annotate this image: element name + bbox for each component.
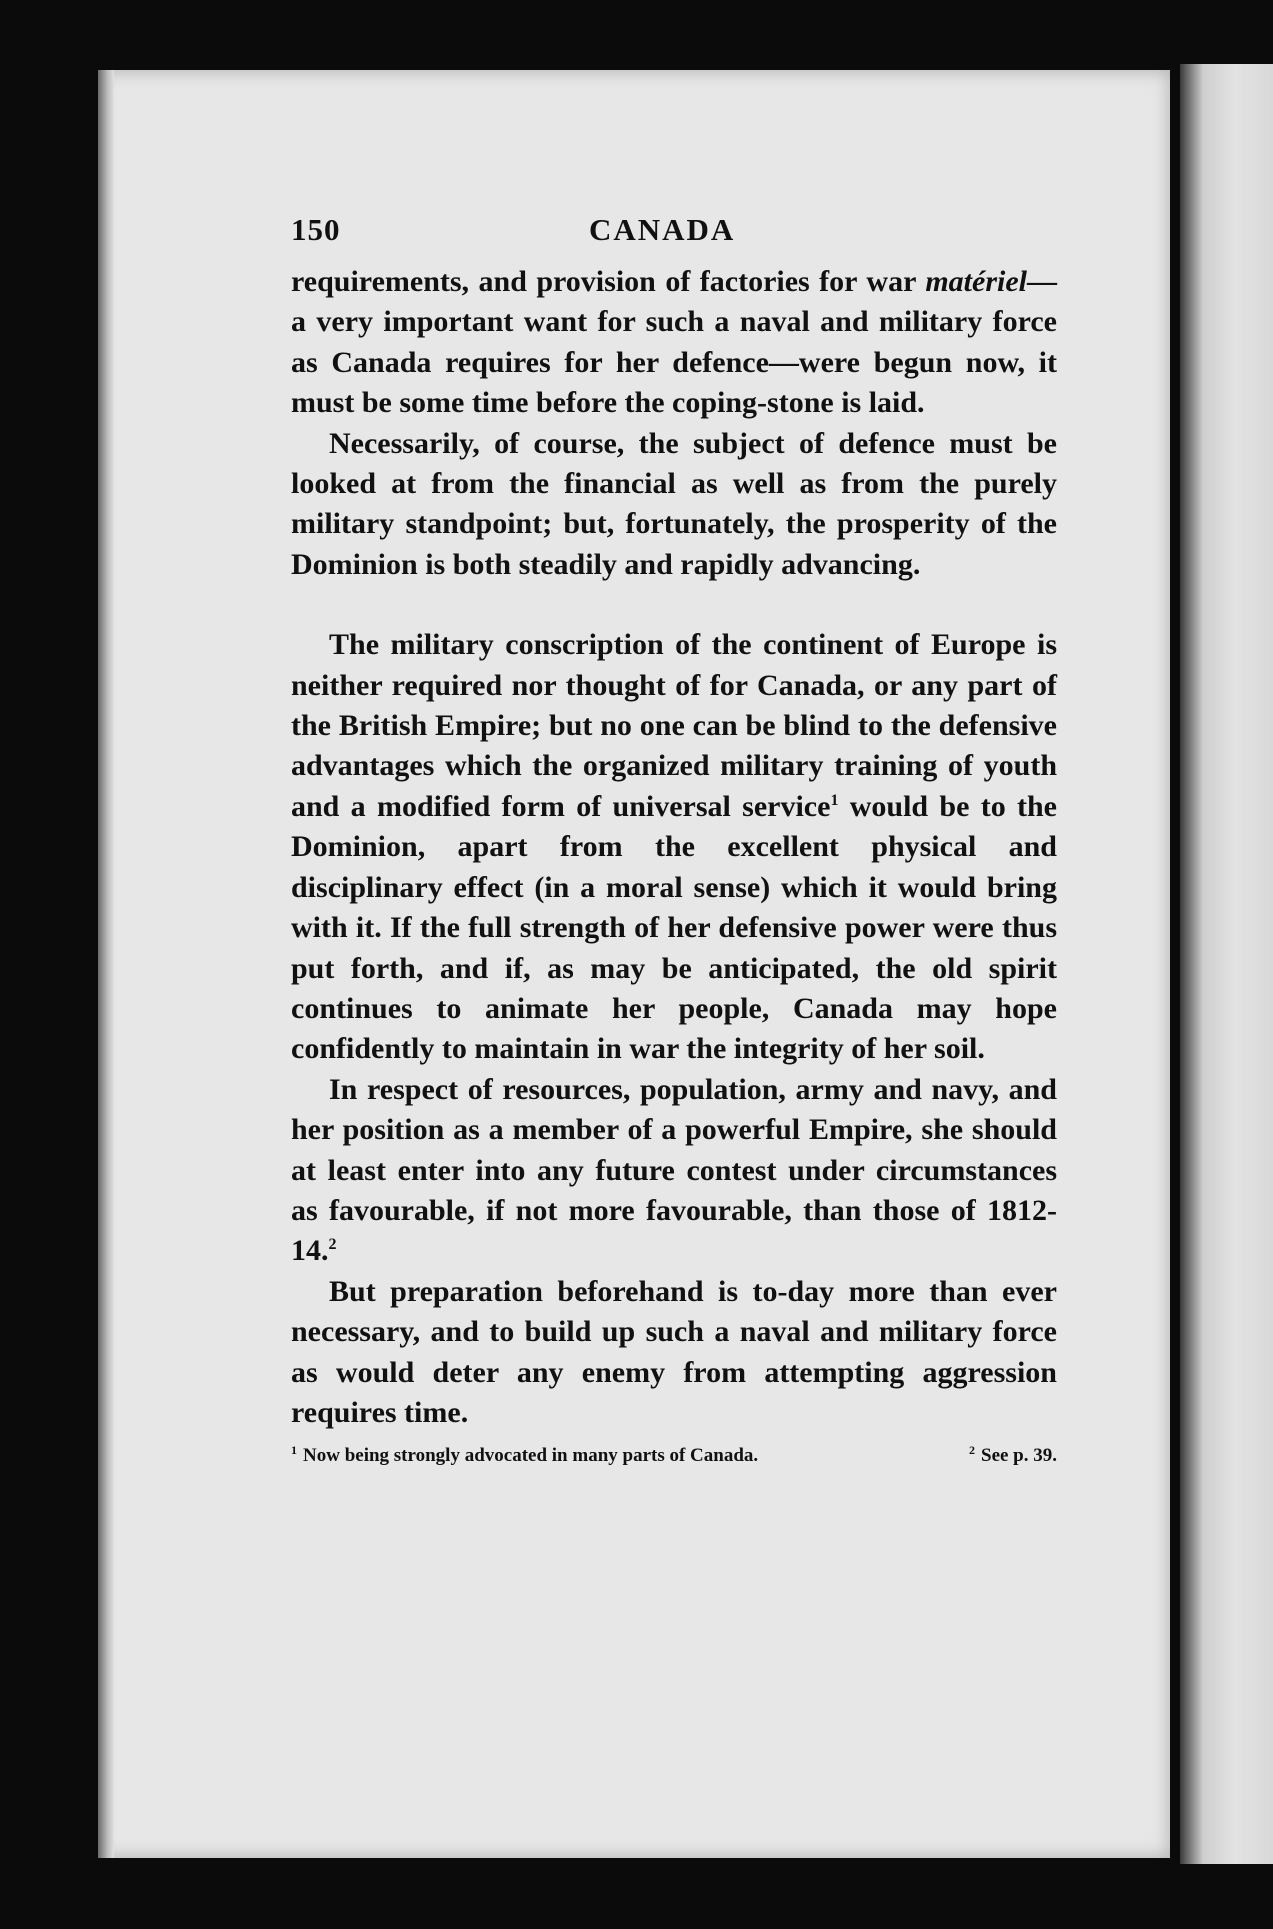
paragraph (291, 625, 1057, 1069)
footnote-mark: 1 (291, 1443, 297, 1458)
page-number: 150 (291, 212, 341, 247)
running-head (291, 212, 1057, 260)
footnote-text: See p. 39. (981, 1445, 1057, 1467)
text-run: —a very important want for such a naval and military force as Canada requires for her defence—were begun now, it must be some time before the coping-stone is laid. (291, 265, 1057, 420)
text-run: But preparation beforehand is to-day more than ever necessary, and to build up such a naval and military force as would deter any enemy from attempting aggression requires time. (291, 1274, 1057, 1429)
facing-page-edge (1180, 64, 1273, 1864)
footnote-reference: 2 (328, 1236, 337, 1254)
italic-text: matériel (925, 265, 1027, 298)
page-gutter-edge (98, 70, 114, 1858)
footnote-1 (291, 1445, 758, 1466)
text-run: requirements, and provision of factories for war (291, 265, 926, 298)
paragraph (291, 262, 1057, 424)
text-run: Necessarily, of course, the subject of defence must be looked at from the financial as well as from the purely military standpoint; but, fortunately, the prosperity of the Dominion is both steadily and rapidly advancing. (291, 426, 1057, 581)
footnote-mark: 2 (969, 1443, 975, 1458)
page-text-block (291, 212, 1057, 1469)
paragraph (291, 1272, 1057, 1434)
text-run: would be to the Dominion, apart from the excellent physical and disciplinary effect (in a moral sense) which it would bring with it. If the full strength of her defensive power were thus put forth, and if, as may be anticipated, the old spirit continues to animate her people, Canada may hope confidently to maintain in war the integrity of her soil. (291, 789, 1057, 1066)
footnote-text: Now being strongly advocated in many parts of Canada. (303, 1445, 759, 1467)
footnotes (291, 1443, 1057, 1469)
paragraph (291, 424, 1057, 586)
text-run: In respect of resources, population, army and navy, and her position as a member of a powerful Empire, she should at least enter into any future contest under circumstances as favourable, if not more favourable, than those of 1812-14. (291, 1072, 1057, 1268)
footnote-2 (969, 1443, 1057, 1469)
body-text (291, 262, 1057, 1433)
text-run: The military conscription of the continent of Europe is neither required nor thought of for Canada, or any part of the British Empire; but no one can be blind to the defensive advantages which the organized military training of youth and a modified form of universal service (291, 628, 1057, 823)
paragraph (291, 1070, 1057, 1272)
footnote-reference: 1 (830, 791, 839, 809)
running-title: CANADA (589, 212, 736, 247)
